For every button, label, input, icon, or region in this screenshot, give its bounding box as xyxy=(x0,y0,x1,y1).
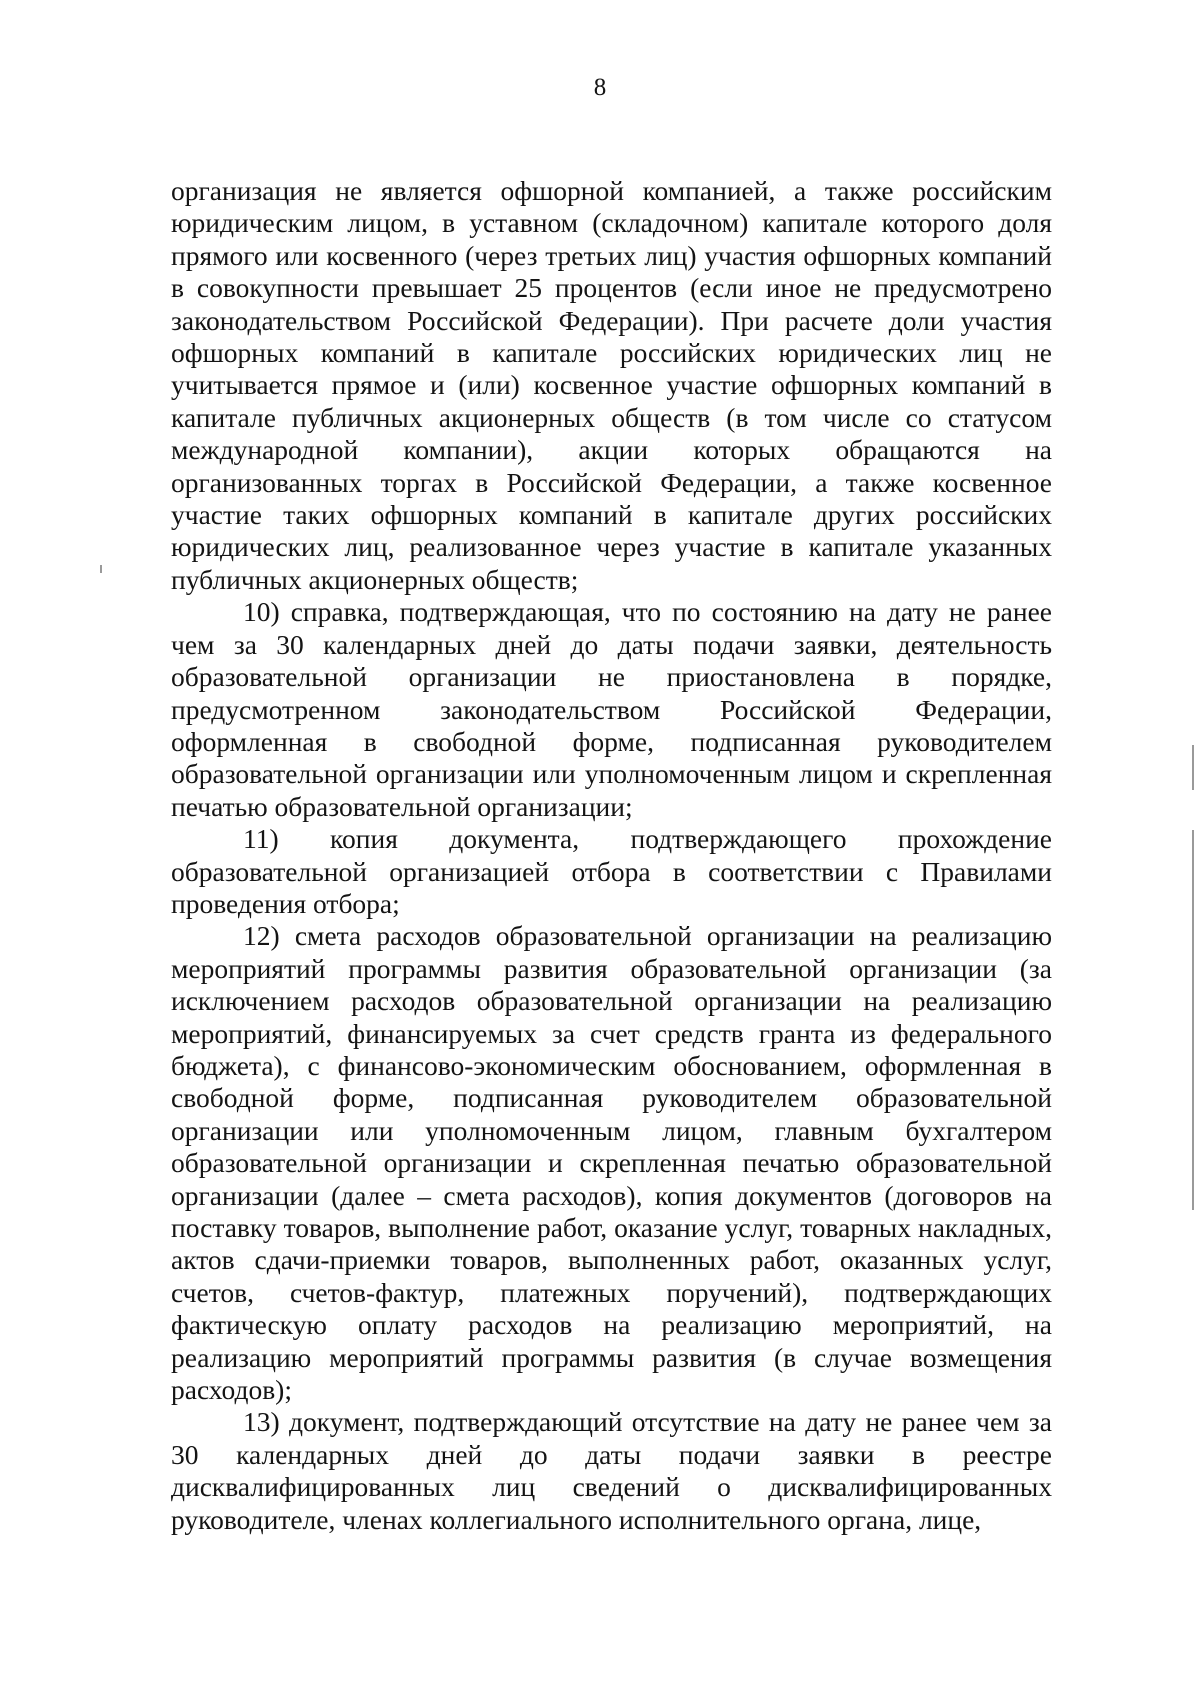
page-number: 8 xyxy=(593,74,607,101)
paragraph-item-12: 12) смета расходов образовательной организации на реализацию мероприятий программы развития образовательной организации (за исключением расходов образовательной организации на реализацию мероприятий, финансируемых за счет средств гранта из федерального бюджета), с финансово-экономическим обоснованием, оформленная в свободной форме, подписанная руководителем образовательной организации или уполномоченным лицом, главным бухгалтером образовательной организации и скрепленная печатью образовательной организации (далее – смета расходов), копия документов (договоров на поставку товаров, выполнение работ, оказание услуг, товарных накладных, актов сдачи-приемки товаров, выполненных работ, оказанных услуг, счетов, счетов-фактур, платежных поручений), подтверждающих фактическую оплату расходов на реализацию мероприятий, на реализацию мероприятий программы развития (в случае возмещения расходов); xyxy=(171,920,1052,1406)
document-body xyxy=(171,175,1052,1536)
paragraph-continuation: организация не является офшорной компанией, а также российским юридическим лицом, в уставном (складочном) капитале которого доля прямого или косвенного (через третьих лиц) участия офшорных компаний в совокупности превышает 25 процентов (если иное не предусмотрено законодательством Российской Федерации). При расчете доли участия офшорных компаний в капитале российских юридических лиц не учитывается прямое и (или) косвенное участие офшорных компаний в капитале публичных акционерных обществ (в том числе со статусом международной компании), акции которых обращаются на организованных торгах в Российской Федерации, а также косвенное участие таких офшорных компаний в капитале других российских юридических лиц, реализованное через участие в капитале указанных публичных акционерных обществ; xyxy=(171,175,1052,595)
scan-edge-mark xyxy=(1192,830,1194,1210)
paragraph-item-10: 10) справка, подтверждающая, что по состоянию на дату не ранее чем за 30 календарных дней до даты подачи заявки, деятельность образовательной организации не приостановлена в порядке, предусмотренном законодательством Российской Федерации, оформленная в свободной форме, подписанная руководителем образовательной организации или уполномоченным лицом и скрепленная печатью образовательной организации; xyxy=(171,596,1052,822)
paragraph-item-13: 13) документ, подтверждающий отсутствие на дату не ранее чем за 30 календарных дней до даты подачи заявки в реестре дисквалифицированных лиц сведений о дисквалифицированных руководителе, членах коллегиального исполнительного органа, лице, xyxy=(171,1406,1052,1535)
scan-edge-mark-small xyxy=(1192,745,1194,790)
paragraph-item-11: 11) копия документа, подтверждающего прохождение образовательной организацией отбора в соответствии с Правилами проведения отбора; xyxy=(171,823,1052,919)
scan-speck xyxy=(100,565,102,573)
